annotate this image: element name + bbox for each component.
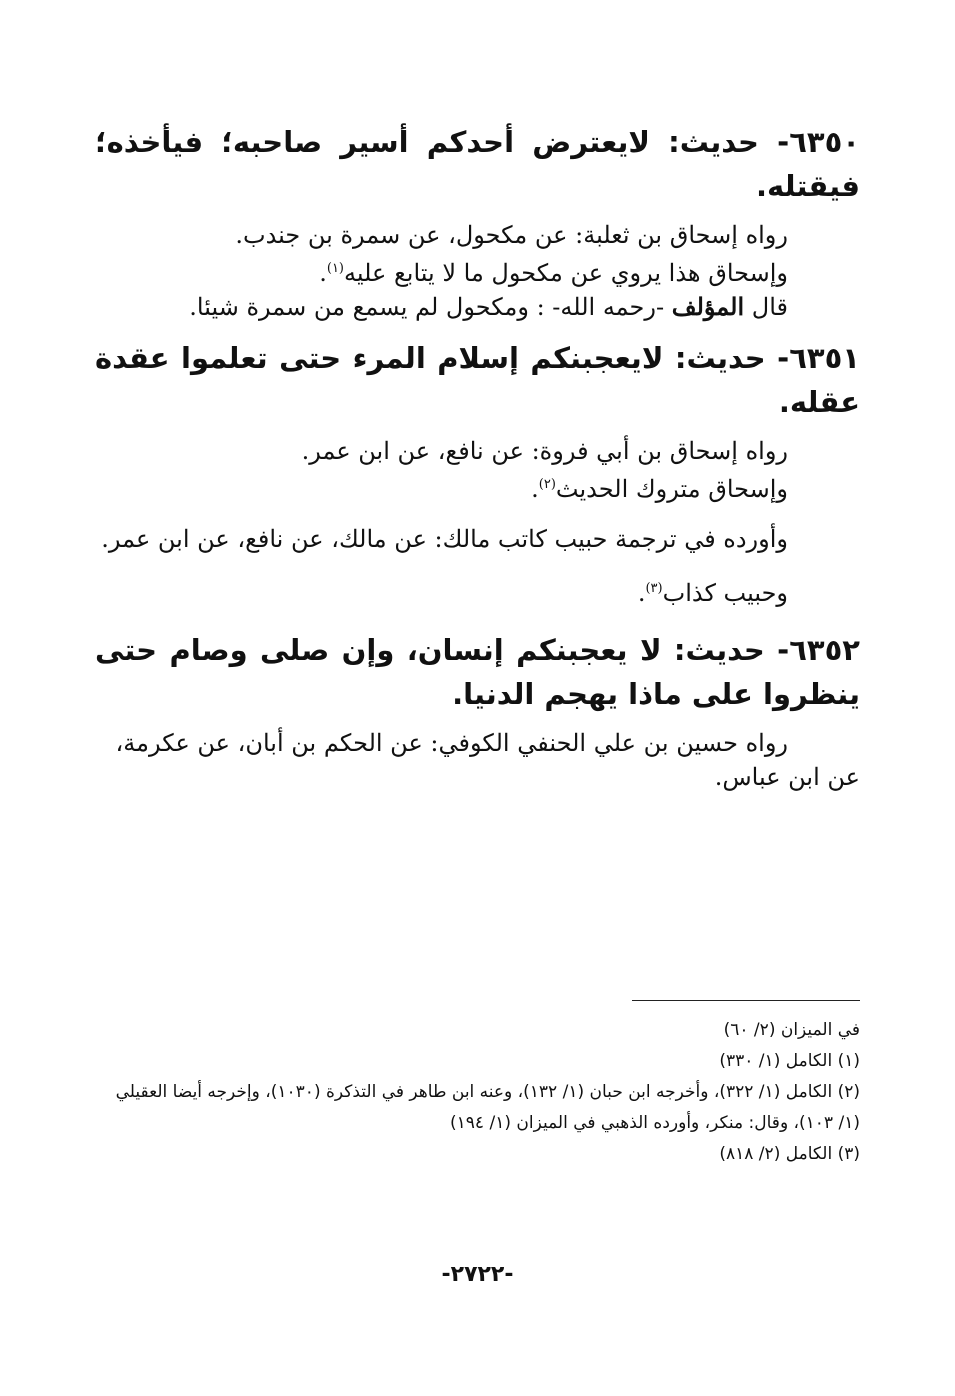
footnote-ref: (٢) bbox=[538, 477, 556, 492]
document-body bbox=[95, 120, 860, 794]
narration-line: رواه إسحاق بن ثعلبة: عن مكحول، عن سمرة بن جندب. bbox=[235, 221, 788, 249]
page-number: -٢٧٢٢- bbox=[441, 1262, 514, 1287]
footnote-line: في الميزان (٢/ ٦٠) bbox=[723, 1020, 860, 1040]
narration-line: وأورده في ترجمة حبيب كاتب مالك: عن مالك، عن نافع، عن ابن عمر. bbox=[101, 525, 788, 553]
hadith-heading-6350: ٦٣٥٠- حديث: لايعترض أحدكم أسير صاحبه؛ فيأخذه؛ فيقتله. bbox=[95, 125, 860, 203]
narration-line: وإسحاق متروك الحديث$^{(٢)}$. bbox=[531, 475, 788, 503]
footnote-line: (٢) الكامل (١/ ٣٢٢)، وأخرجه ابن حبان (١/ ١٣٢)، وعنه ابن طاهر في التذكرة (١٠٣٠)، وإخرجه أيضا العقيلي (١/ ١٠٣)، وقال: منكر، وأورده الذهبي في الميزان (١/ ١٩٤) bbox=[115, 1082, 860, 1133]
footnote-divider bbox=[632, 1000, 860, 1001]
author-comment-line: قال المؤلف -رحمه الله- : ومكحول لم يسمع من سمرة شيئا. bbox=[189, 292, 788, 321]
footnote-ref: (٣) bbox=[645, 581, 663, 596]
footnotes-section bbox=[95, 1000, 860, 1170]
narration-line: رواه إسحاق بن أبي فروة: عن نافع، عن ابن عمر. bbox=[301, 437, 788, 465]
narration-line: وحبيب كذاب$^{(٣)}$. bbox=[637, 579, 788, 607]
footnote-ref: (١) bbox=[326, 261, 344, 276]
author-label: المؤلف bbox=[671, 292, 745, 321]
hadith-heading-6352: ٦٣٥٢- حديث: لا يعجبنكم إنسان، وإن صلى وصام حتى ينظروا على ماذا يهجم الدنيا. bbox=[95, 633, 860, 711]
hadith-heading-6351: ٦٣٥١- حديث: لايعجبنكم إسلام المرء حتى تعلموا عقدة عقله. bbox=[95, 341, 860, 419]
footnote-line: (١) الكامل (١/ ٣٣٠) bbox=[719, 1051, 860, 1071]
narration-line: وإسحاق هذا يروي عن مكحول ما لا يتابع عليه$^{(١)}$. bbox=[319, 259, 788, 287]
narration-line: رواه حسين بن علي الحنفي الكوفي: عن الحكم بن أبان، عن عكرمة، عن ابن عباس. bbox=[115, 729, 860, 791]
footnote-line: (٣) الكامل (٢/ ٨١٨) bbox=[719, 1144, 860, 1164]
